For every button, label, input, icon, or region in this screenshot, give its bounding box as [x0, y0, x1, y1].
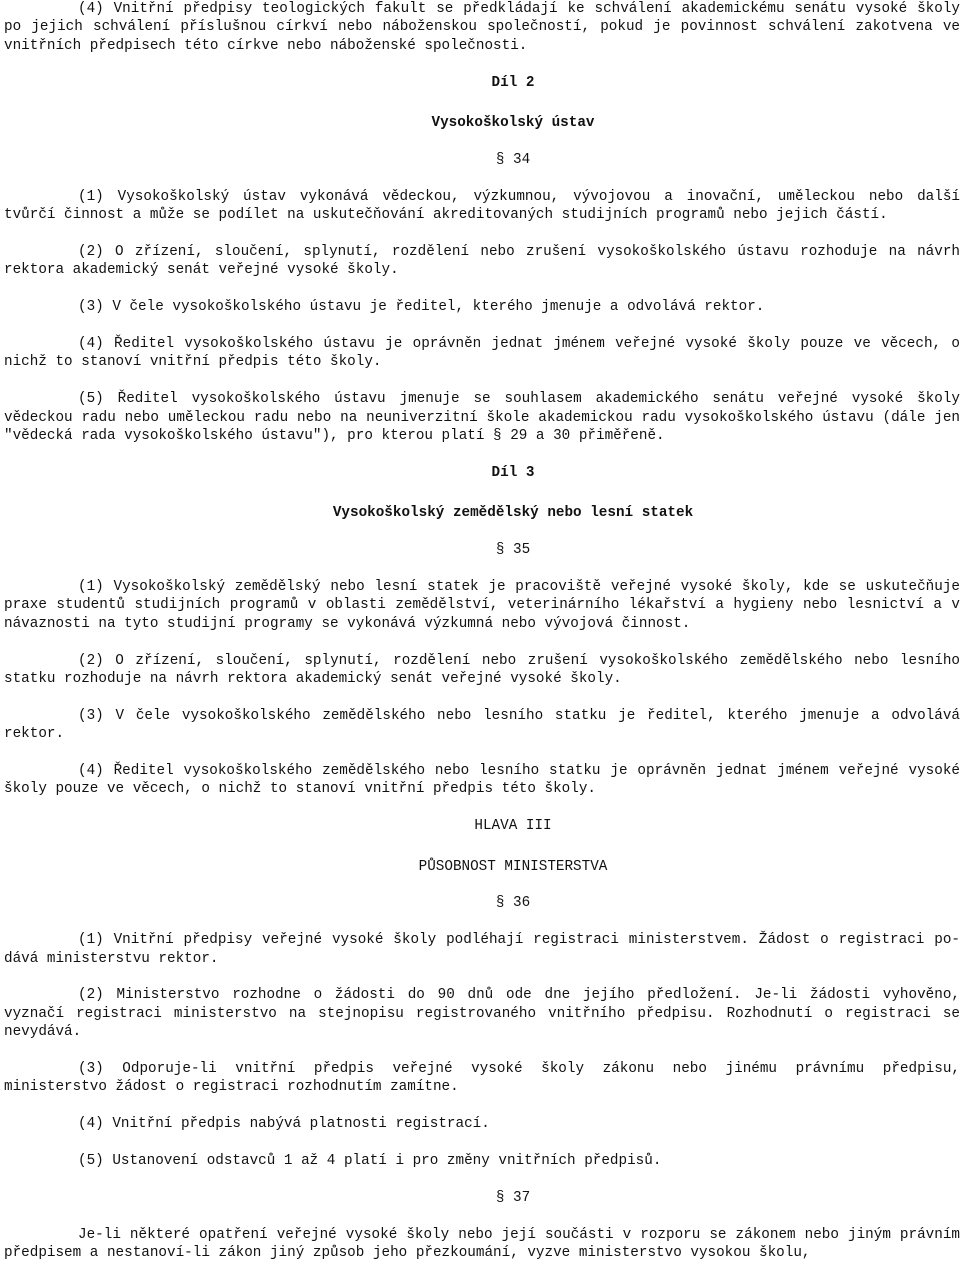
section-36-paragraph-5: (5) Ustanovení odstavců 1 až 4 platí i pro změny vnitřních předpisů. — [78, 1153, 662, 1170]
section-34-paragraph-3: (3) V čele vysokoškolského ústavu je ředitel, kterého jmenuje a odvolává rektor. — [78, 299, 765, 316]
section-37-paragraph-1: Je-li některé opatření veřejné vysoké školy nebo její součásti v rozporu se zákonem nebo jiným právním předpisem a nestanoví-li zákon jiný způsob jeho přezkoumání, vyzve ministerstvo vysokou školu, — [4, 1226, 960, 1262]
dil-3-title: Vysokoškolský zemědělský nebo lesní statek — [332, 505, 694, 522]
section-35-heading: § 35 — [495, 542, 531, 559]
section-35-paragraph-3: (3) V čele vysokoškolského zemědělského nebo lesního statku je ředitel, kterého jmenuje a odvolává rektor. — [4, 707, 960, 743]
section-37-heading: § 37 — [495, 1189, 531, 1206]
section-35-paragraph-4: (4) Ředitel vysokoškolského zemědělského nebo lesního statku je oprávněn jednat jménem veřejné vysoké školy pouze ve věcech, o nichž to stanoví vnitřní předpis této školy. — [4, 763, 960, 798]
section-34-paragraph-1: (1) Vysokoškolský ústav vykonává vědeckou, výzkumnou, vývojovou a inovační, uměleckou nebo další tvůrčí činnost a může se podílet na uskutečňování akreditovaných studijních programů nebo jejich částí. — [4, 188, 960, 224]
hlava-3-heading: HLAVA III — [474, 818, 552, 835]
section-34-heading: § 34 — [495, 152, 531, 169]
dil-3-heading: Díl 3 — [491, 465, 535, 482]
dil-2-title: Vysokoškolský ústav — [431, 115, 595, 132]
document-page — [4, 0, 960, 1262]
hlava-3-title: PŮSOBNOST MINISTERSTVA — [418, 858, 608, 875]
section-35-paragraph-2: (2) O zřízení, sloučení, splynutí, rozdělení nebo zrušení vysokoškolského zemědělského nebo lesního statku rozhoduje na návrh rektora akademický senát veřejné vysoké školy. — [4, 652, 960, 688]
section-36-paragraph-3: (3) Odporuje-li vnitřní předpis veřejné vysoké školy zákonu nebo jinému právnímu předpisu, ministerstvo žádost o registraci rozhodnutím zamítne. — [4, 1061, 960, 1096]
section-36-paragraph-1: (1) Vnitřní předpisy veřejné vysoké školy podléhají registraci ministerstvem. Žádost o registraci po-dává ministerstvu rektor. — [4, 932, 960, 967]
section-35-paragraph-1: (1) Vysokoškolský zemědělský nebo lesní statek je pracoviště veřejné vysoké školy, kde se uskutečňuje praxe studentů studijních programů v oblasti zemědělství, veterinárního lékařství a hygieny nebo lesnictví a v návaznosti na tyto studijní programy se vykonává výzkumná nebo vývojová činnost. — [4, 579, 960, 632]
section-34-paragraph-2: (2) O zřízení, sloučení, splynutí, rozdělení nebo zrušení vysokoškolského ústavu rozhoduje na návrh rektora akademický senát veřejné vysoké školy. — [4, 244, 960, 279]
intro-paragraph: (4) Vnitřní předpisy teologických fakult se předkládají ke schválení akademickému senátu vysoké školy po jejich schválení příslušnou církví nebo náboženskou společností, pokud je povinnost schválení zakotvena ve vnitřních předpisech této církve nebo náboženské společnosti. — [4, 1, 960, 54]
section-36-paragraph-4: (4) Vnitřní předpis nabývá platnosti registrací. — [78, 1116, 490, 1133]
section-36-heading: § 36 — [495, 895, 531, 912]
section-34-paragraph-5: (5) Ředitel vysokoškolského ústavu jmenuje se souhlasem akademického senátu veřejné vysoké školy vědeckou radu nebo uměleckou radu nebo na neuniverzitní škole akademickou radu vysokoškolského ústavu (dále jen "vědecká rada vysokoškolského ústavu"), pro kterou platí § 29 a 30 přiměřeně. — [4, 391, 960, 445]
dil-2-heading: Díl 2 — [491, 74, 535, 91]
section-34-paragraph-4: (4) Ředitel vysokoškolského ústavu je oprávněn jednat jménem veřejné vysoké školy pouze ve věcech, o nichž to stanoví vnitřní předpis této školy. — [4, 336, 960, 371]
section-36-paragraph-2: (2) Ministerstvo rozhodne o žádosti do 90 dnů ode dne jejího předložení. Je-li žádosti vyhověno, vyznačí registraci ministerstvo na stejnopisu registrovaného vnitřního předpisu. Rozhodnutí o registraci se nevydává. — [4, 987, 960, 1041]
